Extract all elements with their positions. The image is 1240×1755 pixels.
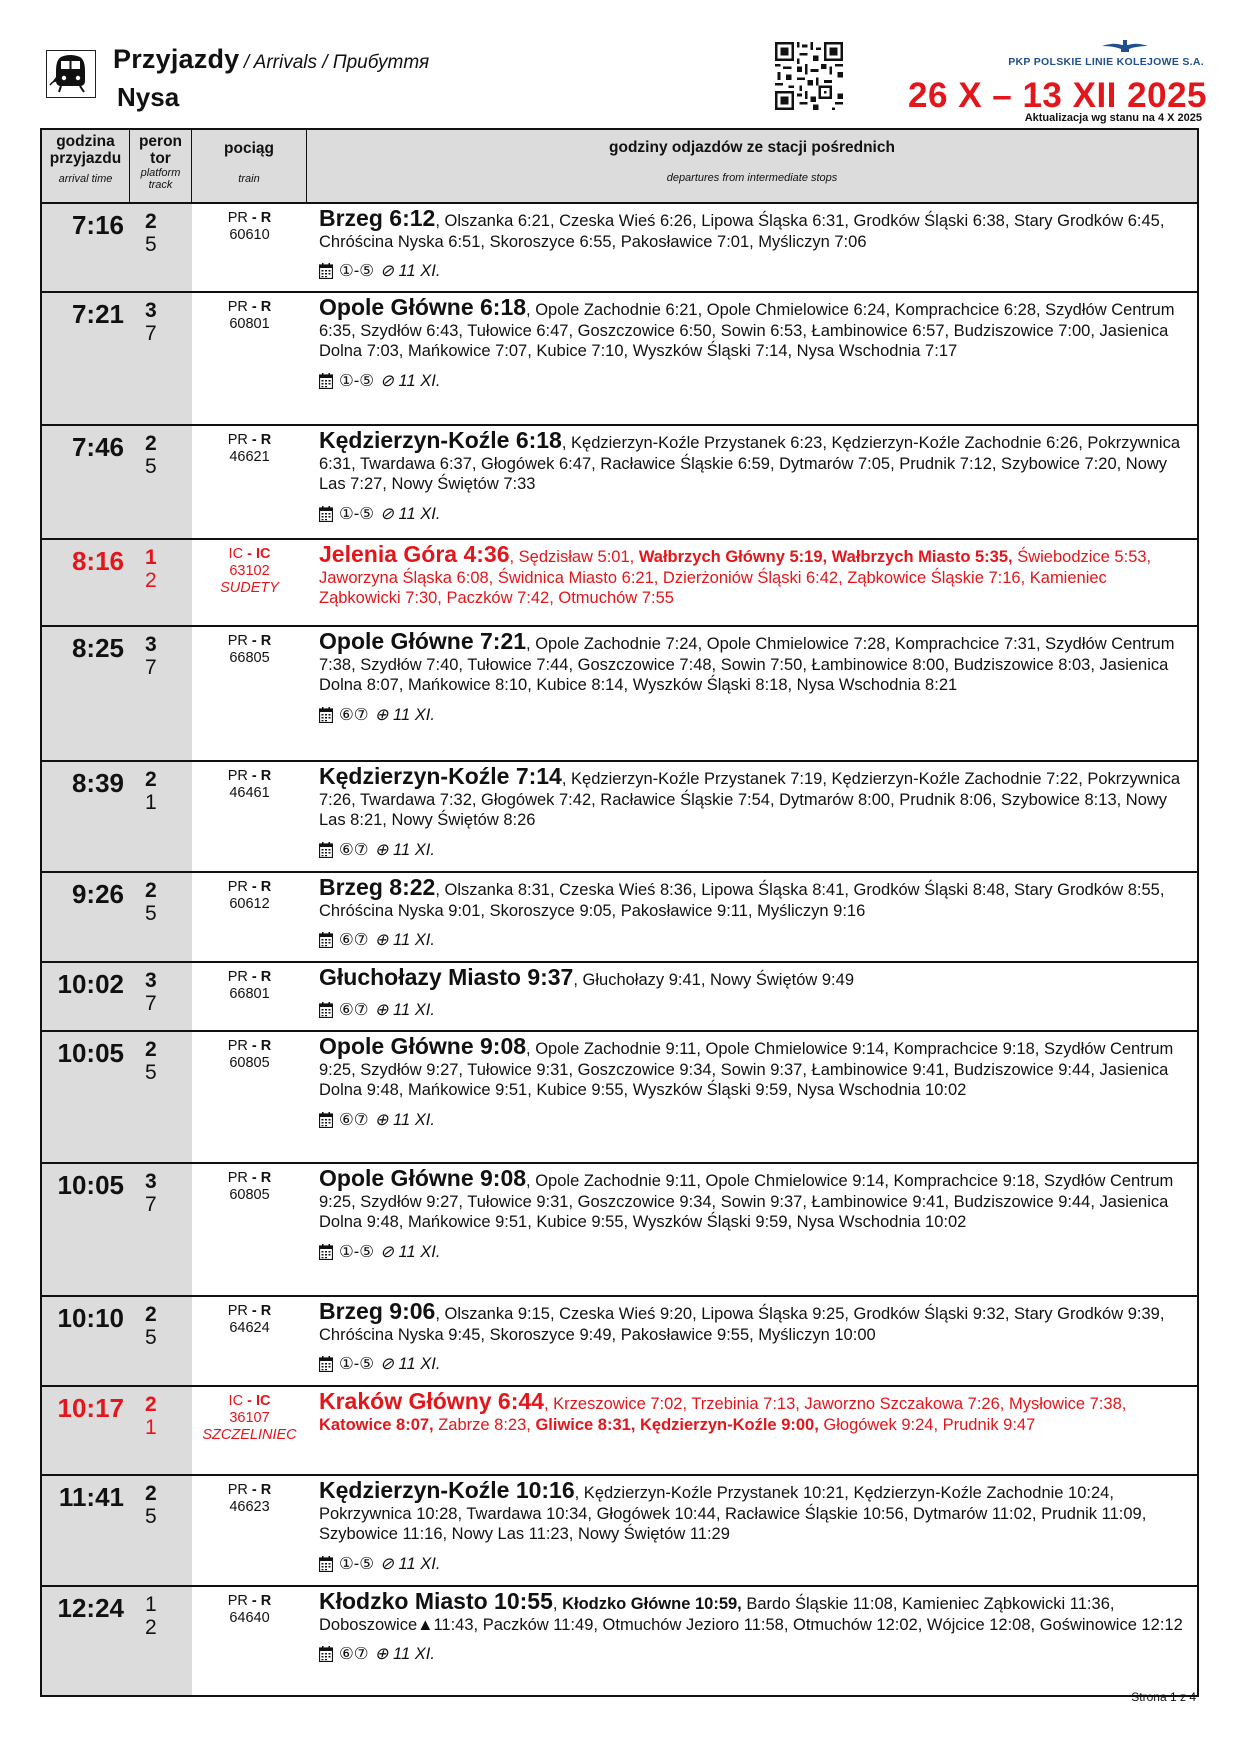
arrival-time: 8:25 [71, 633, 124, 663]
stops-list: , Olszanka 9:15, Czeska Wieś 9:20, Lipowa Śląska 9:25, Grodków Śląski 9:32, Stary Grodków 9:39, Chróścina Nyska 9:45, Skoroszyce 9:49, Pakosławice 9:55, Myśliczyn 10:00 [319, 1305, 1165, 1344]
page-number: Strona 1 z 4 [1131, 1690, 1196, 1704]
platform-number: 1 [145, 546, 157, 569]
pkp-wings-icon [1102, 40, 1148, 54]
table-row [42, 1387, 1197, 1476]
major-stop: Wałbrzych Główny 5:19, Wałbrzych Miasto 5:35, [638, 548, 1013, 566]
table-row [42, 873, 1197, 963]
operator-name: PKP POLSKIE LINIE KOLEJOWE S.A. [1008, 56, 1204, 68]
calendar-icon [319, 263, 333, 279]
time-platform-cell [42, 873, 192, 961]
col-label: tor [150, 150, 171, 167]
calendar-info [319, 1242, 1189, 1263]
exception-note: ⊘ 11 XI. [380, 371, 441, 390]
track-number: 5 [145, 1061, 157, 1084]
train-number: 63102 [229, 563, 270, 579]
exception-note: ⊘ 11 XI. [380, 1554, 441, 1573]
stop-text: Zabrze 8:23, [433, 1415, 536, 1434]
exception-note: ⊘ 11 XI. [380, 504, 441, 523]
arrival-time: 10:05 [57, 1170, 124, 1200]
stops-list: , Opole Zachodnie 7:24, Opole Chmielowice 7:28, Komprachcice 7:31, Szydłów Centrum 7:38, Szydłów 7:40, Tułowice 7:44, Goszczowice 7:48, Sowin 7:50, Łambinowice 8:00, Budziszowice 8:03, Jasienica Dolna 8:07, Mańkowice 8:10, Kubice 8:14, Wyszków Śląski 8:18, Nysa Wschodnia 8:21 [319, 635, 1175, 694]
pkp-logo [1008, 40, 1204, 68]
arrival-time: 7:16 [71, 210, 124, 240]
stop-text: , Krzeszowice 7:02, Trzebinia 7:13, Jaworzno Szczakowa 7:26, Mysłowice 7:38, [543, 1395, 1127, 1413]
train-cell [192, 762, 307, 871]
category-code: IC [255, 546, 271, 562]
operating-days: ⑥⑦ [339, 840, 369, 859]
carrier-code: PR [227, 1593, 248, 1609]
origin-station: Opole Główne 6:18 [319, 294, 527, 320]
exception-note: ⊕ 11 XI. [374, 931, 435, 949]
stops-list: , Kędzierzyn-Koźle Przystanek 7:19, Kędzierzyn-Koźle Zachodnie 7:22, Pokrzywnica 7:26, Twardawa 7:32, Głogówek 7:42, Racławice Śląskie 7:54, Dytmarów 8:00, Prudnik 8:06, Szybowice 8:13, Nowy Las 8:21, Nowy Świętów 8:26 [319, 770, 1180, 829]
calendar-info [319, 930, 1189, 951]
intermediate-stops [307, 1476, 1197, 1585]
operating-days: ①-⑤ [339, 1554, 375, 1573]
platform-number: 3 [145, 299, 157, 322]
table-row [42, 204, 1197, 293]
intermediate-stops [307, 204, 1197, 291]
time-platform-cell [42, 1476, 192, 1585]
train-category: PR - R [227, 768, 272, 784]
calendar-icon [319, 1244, 333, 1260]
intermediate-stops [307, 762, 1197, 871]
platform-track [130, 963, 192, 1030]
calendar-icon [319, 1556, 333, 1572]
calendar-icon [319, 842, 333, 858]
stop-text: Świebodzice 5:53, Jaworzyna Śląska 6:08, Świdnica Miasto 6:21, Dzierżoniów Śląski 6:42, Ząbkowice Śląskie 7:16, Kamieniec Ząbkowicki 7:30, Paczków 7:42, Otmuchów 7:55 [319, 548, 1152, 607]
intermediate-stops [307, 1297, 1197, 1385]
time-platform-cell [42, 762, 192, 871]
train-category: PR - R [227, 1303, 272, 1319]
train-cell [192, 1164, 307, 1295]
train-number: 66801 [229, 986, 270, 1002]
category-code: R [260, 1482, 272, 1498]
operating-days: ①-⑤ [339, 371, 375, 390]
table-row [42, 540, 1197, 627]
time-platform-cell [42, 1164, 192, 1295]
train-number: 66805 [229, 650, 270, 666]
arrival-time: 9:26 [71, 879, 124, 909]
category-code: R [260, 879, 272, 895]
category-code: R [260, 633, 272, 649]
origin-station: Brzeg 6:12 [319, 205, 436, 231]
arrival-time: 12:24 [57, 1593, 124, 1623]
carrier-code: PR [227, 969, 248, 985]
origin-station: Brzeg 8:22 [319, 874, 436, 900]
stop-text: , Sędzisław 5:01, [509, 548, 639, 566]
intermediate-stops [307, 540, 1197, 625]
origin-station: Kłodzko Miasto 10:55 [319, 1588, 553, 1614]
platform-track [130, 293, 192, 424]
col-label: pociąg [224, 140, 274, 157]
col-label: przyjazdu [49, 150, 122, 167]
arrival-time: 11:41 [58, 1482, 124, 1512]
time-platform-cell [42, 1032, 192, 1162]
exception-note: ⊕ 11 XI. [374, 705, 435, 724]
platform-track [130, 1297, 192, 1385]
col-label-en: train [238, 173, 260, 185]
train-cell [192, 873, 307, 961]
table-row [42, 963, 1197, 1032]
train-number: 60805 [229, 1187, 270, 1203]
train-number: 46621 [229, 449, 270, 465]
col-header-stops [307, 130, 1197, 202]
track-number: 7 [145, 1193, 157, 1216]
exception-note: ⊘ 11 XI. [380, 1355, 441, 1373]
calendar-info [319, 1000, 1189, 1021]
table-row [42, 1587, 1197, 1695]
platform-track [130, 204, 192, 291]
operating-days: ⑥⑦ [339, 1110, 369, 1129]
category-code: R [260, 299, 272, 315]
operating-days: ⑥⑦ [339, 1645, 369, 1663]
col-label: peron [138, 133, 183, 150]
arrival-time: 10:02 [57, 969, 124, 999]
major-stop: Katowice 8:07, [319, 1415, 434, 1434]
train-category: PR - R [227, 432, 272, 448]
category-code: R [260, 1038, 272, 1054]
operating-days: ⑥⑦ [339, 1000, 369, 1019]
exception-note: ⊕ 11 XI. [374, 840, 435, 859]
category-code: R [260, 1593, 272, 1609]
category-code: R [260, 432, 272, 448]
calendar-icon [319, 1002, 333, 1018]
table-row [42, 293, 1197, 426]
platform-track [130, 1164, 192, 1295]
train-number: 64640 [229, 1610, 270, 1626]
track-number: 2 [145, 569, 157, 592]
calendar-info [319, 261, 1189, 282]
platform-number: 2 [145, 210, 157, 233]
col-header-platform [130, 130, 192, 202]
origin-station: Głuchołazy Miasto 9:37 [319, 964, 574, 990]
carrier-code: PR [227, 1482, 248, 1498]
calendar-info [319, 705, 1189, 726]
arrivals-table [40, 128, 1199, 1697]
carrier-code: IC [228, 546, 244, 562]
time-platform-cell [42, 293, 192, 424]
origin-station: Opole Główne 9:08 [319, 1033, 527, 1059]
platform-track [130, 627, 192, 760]
col-label-en: departures from intermediate stops [666, 172, 838, 184]
train-cell [192, 1387, 307, 1474]
train-cell [192, 1032, 307, 1162]
carrier-code: PR [227, 768, 248, 784]
track-number: 5 [145, 1326, 157, 1349]
stop-text: Głogówek 9:24, Prudnik 9:47 [818, 1415, 1036, 1434]
col-label-en: platform [140, 167, 181, 179]
intermediate-stops [307, 426, 1197, 538]
time-platform-cell [42, 963, 192, 1030]
table-row [42, 1476, 1197, 1587]
intermediate-stops [307, 1164, 1197, 1295]
calendar-icon [319, 1646, 333, 1662]
table-row [42, 426, 1197, 540]
platform-number: 2 [145, 879, 157, 902]
train-category: PR - R [227, 969, 272, 985]
train-category: PR - R [227, 1593, 272, 1609]
carrier-code: PR [227, 879, 248, 895]
carrier-code: PR [227, 633, 248, 649]
train-cell [192, 963, 307, 1030]
time-platform-cell [42, 1387, 192, 1474]
stop-text: Bardo Śląskie 11:08, Kamieniec Ząbkowicki 11:36, Doboszowice▲11:43, Paczków 11:49, Otmuchów Jezioro 11:58, Otmuchów 12:02, Wójcice 12:08, Goświnowice 12:12 [319, 1595, 1183, 1634]
track-number: 1 [145, 791, 157, 814]
col-label-en: arrival time [58, 173, 113, 185]
time-platform-cell [42, 627, 192, 760]
calendar-info [319, 371, 1189, 392]
intermediate-stops [307, 1032, 1197, 1162]
calendar-icon [319, 1112, 333, 1128]
operating-days: ①-⑤ [339, 262, 375, 280]
track-number: 7 [145, 992, 157, 1015]
col-label: godzina [56, 133, 115, 150]
major-stop: Gliwice 8:31, Kędzierzyn-Koźle 9:00, [535, 1415, 819, 1434]
qr-code[interactable] [775, 42, 843, 110]
page-title [113, 44, 429, 75]
category-code: R [260, 768, 272, 784]
carrier-code: PR [227, 1038, 248, 1054]
time-platform-cell [42, 426, 192, 538]
origin-station: Opole Główne 9:08 [319, 1165, 527, 1191]
origin-station: Kraków Główny 6:44 [319, 1388, 544, 1414]
platform-track [130, 426, 192, 538]
intermediate-stops [307, 963, 1197, 1030]
train-category: IC - IC [228, 546, 271, 562]
origin-station: Brzeg 9:06 [319, 1298, 436, 1324]
operating-days: ⑥⑦ [339, 931, 369, 949]
stops-list: , Olszanka 6:21, Czeska Wieś 6:26, Lipowa Śląska 6:31, Grodków Śląski 6:38, Stary Grodków 6:45, Chróścina Nyska 6:51, Skoroszyce 6:55, Pakosławice 7:01, Myśliczyn 7:06 [319, 212, 1165, 251]
intermediate-stops [307, 1587, 1197, 1695]
track-number: 7 [145, 322, 157, 345]
calendar-info [319, 1110, 1189, 1131]
train-name: SZCZELINIEC [202, 1427, 297, 1443]
train-category: IC - IC [228, 1393, 271, 1409]
table-row [42, 762, 1197, 873]
platform-number: 2 [145, 768, 157, 791]
track-number: 5 [145, 902, 157, 925]
exception-note: ⊕ 11 XI. [374, 1645, 435, 1663]
title-polish: Przyjazdy [113, 44, 240, 74]
platform-track [130, 873, 192, 961]
time-platform-cell [42, 1297, 192, 1385]
train-cell [192, 1476, 307, 1585]
origin-station: Kędzierzyn-Koźle 7:14 [319, 763, 562, 789]
arrival-time: 10:10 [57, 1303, 124, 1333]
col-label-en: track [148, 179, 173, 191]
train-category: PR - R [227, 1170, 272, 1186]
platform-number: 3 [145, 969, 157, 992]
train-cell [192, 204, 307, 291]
time-platform-cell [42, 540, 192, 625]
table-body [42, 204, 1197, 1695]
train-category: PR - R [227, 299, 272, 315]
intermediate-stops [307, 293, 1197, 424]
table-header [42, 130, 1197, 204]
origin-station: Opole Główne 7:21 [319, 628, 527, 654]
table-row [42, 1297, 1197, 1387]
calendar-info [319, 1354, 1189, 1375]
platform-track [130, 540, 192, 625]
train-category: PR - R [227, 633, 272, 649]
train-number: 60610 [229, 227, 270, 243]
train-cell [192, 1297, 307, 1385]
train-category: PR - R [227, 210, 272, 226]
train-number: 46461 [229, 785, 270, 801]
time-platform-cell [42, 1587, 192, 1695]
track-number: 7 [145, 656, 157, 679]
platform-track [130, 1387, 192, 1474]
calendar-icon [319, 373, 333, 389]
platform-track [130, 762, 192, 871]
col-header-arrival-time [42, 130, 130, 202]
platform-number: 3 [145, 633, 157, 656]
train-cell [192, 1587, 307, 1695]
category-code: R [260, 210, 272, 226]
exception-note: ⊕ 11 XI. [374, 1000, 435, 1019]
track-number: 2 [145, 1616, 157, 1639]
train-number: 46623 [229, 1499, 270, 1515]
stop-text: , [552, 1595, 563, 1613]
stops-list: , Olszanka 8:31, Czeska Wieś 8:36, Lipowa Śląska 8:41, Grodków Śląski 8:48, Stary Grodków 8:55, Chróścina Nyska 9:01, Skoroszyce 9:05, Pakosławice 9:11, Myśliczyn 9:16 [319, 881, 1165, 920]
category-code: R [260, 1303, 272, 1319]
operating-days: ①-⑤ [339, 1242, 375, 1261]
arrival-time: 7:46 [71, 432, 124, 462]
track-number: 5 [145, 1505, 157, 1528]
validity-period: 26 X – 13 XII 2025 [908, 76, 1207, 115]
update-date: Aktualizacja wg stanu na 4 X 2025 [1024, 112, 1202, 124]
platform-number: 2 [145, 1303, 157, 1326]
train-number: 36107 [229, 1410, 270, 1426]
stops-list: , Kędzierzyn-Koźle Przystanek 10:21, Kędzierzyn-Koźle Zachodnie 10:24, Pokrzywnica 10:28, Twardawa 10:34, Głogówek 10:44, Racławice Śląskie 10:56, Dytmarów 11:02, Prudnik 11:09, Szybowice 11:16, Nowy Las 11:23, Nowy Świętów 11:29 [319, 1484, 1147, 1543]
exception-note: ⊘ 11 XI. [380, 262, 441, 280]
operating-days: ①-⑤ [339, 504, 375, 523]
operating-days: ⑥⑦ [339, 705, 369, 724]
calendar-icon [319, 707, 333, 723]
track-number: 1 [145, 1416, 157, 1439]
stops-list: , Opole Zachodnie 9:11, Opole Chmielowice 9:14, Komprachcice 9:18, Szydłów Centrum 9:25, Szydłów 9:27, Tułowice 9:31, Goszczowice 9:34, Sowin 9:37, Łambinowice 9:41, Budziszowice 9:44, Jasienica Dolna 9:48, Mańkowice 9:51, Kubice 9:55, Wyszków Śląski 9:59, Nysa Wschodnia 10:02 [319, 1172, 1174, 1231]
platform-track [130, 1032, 192, 1162]
train-cell [192, 426, 307, 538]
category-code: R [260, 969, 272, 985]
train-number: 64624 [229, 1320, 270, 1336]
carrier-code: PR [227, 1170, 248, 1186]
calendar-icon [319, 1356, 333, 1372]
train-icon [46, 50, 96, 98]
platform-track [130, 1476, 192, 1585]
train-cell [192, 627, 307, 760]
arrival-time: 8:16 [71, 546, 124, 576]
arrival-time: 7:21 [71, 299, 124, 329]
origin-station: Kędzierzyn-Koźle 6:18 [319, 427, 562, 453]
origin-station: Jelenia Góra 4:36 [319, 541, 510, 567]
train-category: PR - R [227, 879, 272, 895]
col-header-train [192, 130, 307, 202]
platform-number: 2 [145, 432, 157, 455]
calendar-icon [319, 932, 333, 948]
train-number: 60801 [229, 316, 270, 332]
train-number: 60805 [229, 1055, 270, 1071]
stops-list: , Kędzierzyn-Koźle Przystanek 6:23, Kędzierzyn-Koźle Zachodnie 6:26, Pokrzywnica 6:31, Twardawa 6:37, Głogówek 6:47, Racławice Śląskie 6:59, Dytmarów 7:05, Prudnik 7:12, Szybowice 7:20, Nowy Las 7:27, Nowy Świętów 7:33 [319, 434, 1180, 493]
train-cell [192, 293, 307, 424]
track-number: 5 [145, 455, 157, 478]
operating-days: ①-⑤ [339, 1355, 375, 1373]
category-code: IC [255, 1393, 271, 1409]
carrier-code: PR [227, 432, 248, 448]
platform-number: 3 [145, 1170, 157, 1193]
category-code: R [260, 1170, 272, 1186]
table-row [42, 627, 1197, 762]
carrier-code: IC [228, 1393, 244, 1409]
arrival-time: 8:39 [71, 768, 124, 798]
calendar-info [319, 1644, 1189, 1665]
track-number: 5 [145, 233, 157, 256]
platform-number: 2 [145, 1393, 157, 1416]
carrier-code: PR [227, 1303, 248, 1319]
time-platform-cell [42, 204, 192, 291]
calendar-icon [319, 506, 333, 522]
title-translations: / Arrivals / Прибуття [243, 52, 430, 73]
exception-note: ⊕ 11 XI. [374, 1110, 435, 1129]
train-number: 60612 [229, 896, 270, 912]
platform-number: 1 [145, 1593, 157, 1616]
station-name: Nysa [117, 82, 180, 112]
table-row [42, 1032, 1197, 1164]
intermediate-stops [307, 1387, 1197, 1474]
platform-number: 2 [145, 1482, 157, 1505]
calendar-info [319, 1554, 1189, 1575]
train-category: PR - R [227, 1482, 272, 1498]
platform-number: 2 [145, 1038, 157, 1061]
origin-station: Kędzierzyn-Koźle 10:16 [319, 1477, 575, 1503]
table-row [42, 1164, 1197, 1297]
platform-track [130, 1587, 192, 1695]
arrival-time: 10:17 [57, 1393, 124, 1423]
exception-note: ⊘ 11 XI. [380, 1242, 441, 1261]
train-name: SUDETY [220, 580, 279, 596]
calendar-info [319, 840, 1189, 861]
stops-list: , Opole Zachodnie 6:21, Opole Chmielowice 6:24, Komprachcice 6:28, Szydłów Centrum 6:35, Szydłów 6:43, Tułowice 6:47, Goszczowice 6:50, Sowin 6:53, Łambinowice 6:57, Budziszowice 7:00, Jasienica Dolna 7:03, Mańkowice 7:07, Kubice 7:10, Wyszków Śląski 7:14, Nysa Wschodnia 7:17 [319, 301, 1175, 360]
col-label: godziny odjazdów ze stacji pośrednich [609, 139, 895, 156]
intermediate-stops [307, 627, 1197, 760]
major-stop: Kłodzko Główne 10:59, [562, 1595, 742, 1613]
page-header [0, 0, 1240, 128]
stops-list: , Opole Zachodnie 9:11, Opole Chmielowice 9:14, Komprachcice 9:18, Szydłów Centrum 9:25, Szydłów 9:27, Tułowice 9:31, Goszczowice 9:34, Sowin 9:37, Łambinowice 9:41, Budziszowice 9:44, Jasienica Dolna 9:48, Mańkowice 9:51, Kubice 9:55, Wyszków Śląski 9:59, Nysa Wschodnia 10:02 [319, 1040, 1174, 1099]
calendar-info [319, 504, 1189, 525]
carrier-code: PR [227, 299, 248, 315]
train-cell [192, 540, 307, 625]
stops-list: , Głuchołazy 9:41, Nowy Świętów 9:49 [573, 971, 854, 989]
carrier-code: PR [227, 210, 248, 226]
intermediate-stops [307, 873, 1197, 961]
arrival-time: 10:05 [57, 1038, 124, 1068]
train-category: PR - R [227, 1038, 272, 1054]
